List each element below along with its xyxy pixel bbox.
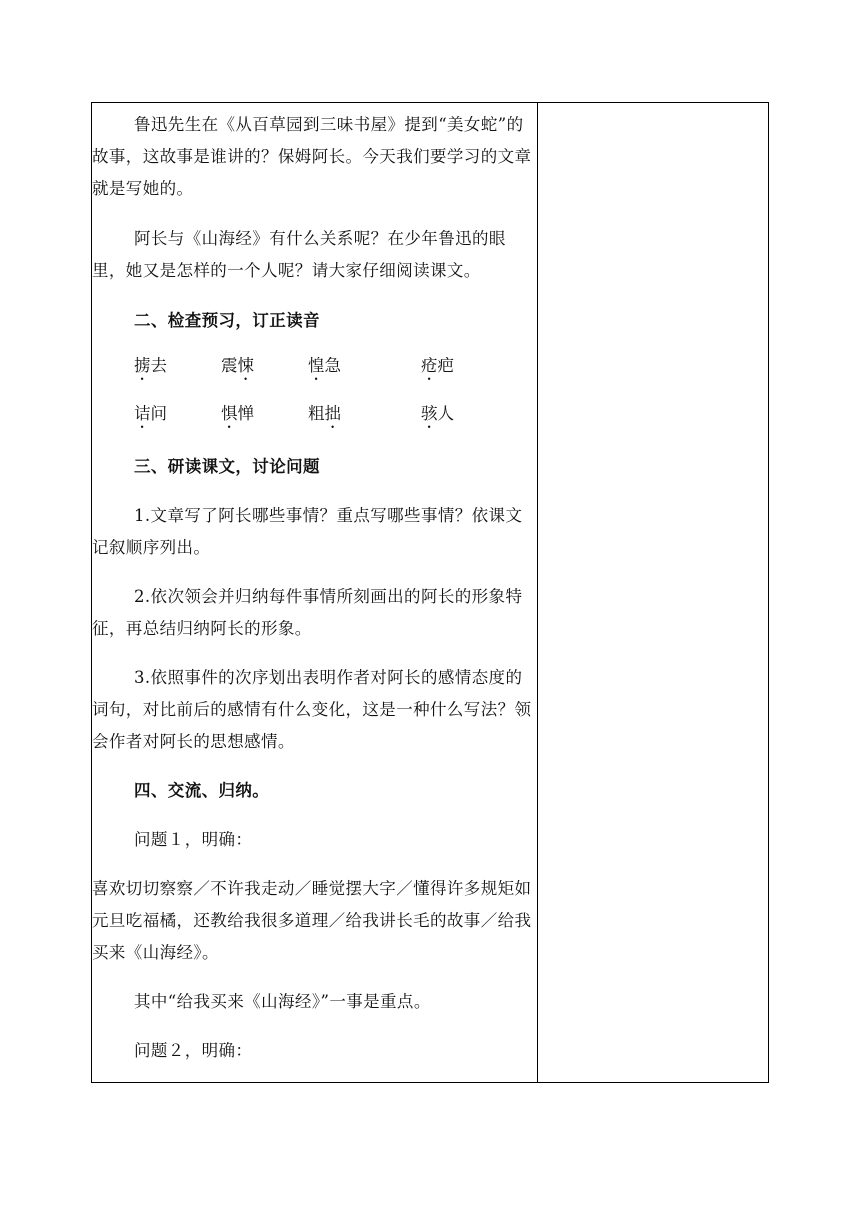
vocab-word-3: 惶急 [308,356,341,375]
vocab-word-4: 疮疤 [421,356,454,375]
intro-paragraph-2: 阿长与《山海经》有什么关系呢？在少年鲁迅的眼里，她又是怎样的一个人呢？请大家仔细阅读课文。 [92,229,506,280]
vocab-word-7: 粗拙 [308,404,341,423]
answer-2-label: 问题２，明确： [134,1041,253,1060]
question-3: 3.依照事件的次序划出表明作者对阿长的感情态度的词句，对比前后的感情有什么变化，这是一种什么写法？领会作者对阿长的思想感情。 [92,668,532,751]
section-3-heading: 三、研读课文，讨论问题 [134,457,320,476]
vocab-word-6: 惧惮 [221,404,254,423]
vocab-word-8: 骇人 [421,404,454,423]
column-divider [537,103,538,1082]
section-4-heading: 四、交流、归纳。 [134,781,270,800]
vocab-word-1: 掳去 [134,356,167,375]
question-2: 2.依次领会并归纳每件事情所刻画出的阿长的形象特征，再总结归纳阿长的形象。 [92,587,523,638]
answer-1-label: 问题１，明确： [134,830,253,849]
answer-1-text: 喜欢切切察察／不许我走动／睡觉摆大字／懂得许多规矩如元旦吃福橘，还教给我很多道理／给我讲长毛的故事／给我买来《山海经》。 [92,879,532,962]
intro-paragraph-1: 鲁迅先生在《从百草园到三味书屋》提到“美女蛇”的故事，这故事是谁讲的？保姆阿长。今天我们要学习的文章就是写她的。 [92,115,532,198]
answer-1-note: 其中“给我买来《山海经》”一事是重点。 [134,992,431,1011]
lesson-table [91,102,769,1083]
vocab-word-5: 诘问 [134,404,167,423]
section-2-heading: 二、检查预习，订正读音 [134,311,320,330]
vocab-word-2: 震悚 [221,356,254,375]
question-1: 1.文章写了阿长哪些事情？重点写哪些事情？依课文记叙顺序列出。 [92,506,523,557]
right-cell [539,103,768,1082]
